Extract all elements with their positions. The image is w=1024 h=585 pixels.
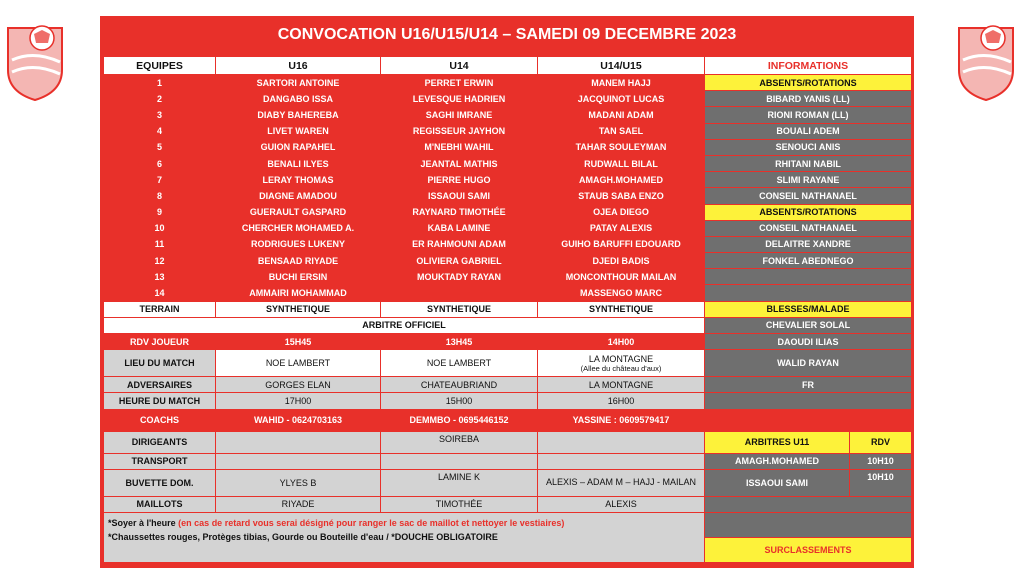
- u16-player: AMMAIRI MOHAMMAD: [216, 285, 381, 301]
- note-line-1-main: *Soyer à l'heure: [108, 517, 179, 528]
- lieu-u14u15-name: LA MONTAGNE: [588, 353, 654, 364]
- notes-row: [104, 512, 912, 537]
- sheet-title: CONVOCATION U16/U15/U14 – SAMEDI 09 DECEMBRE 2023: [277, 26, 737, 43]
- header-u16: U16: [216, 57, 381, 75]
- u14u15-player: MADANI ADAM: [538, 107, 705, 123]
- player-row: [104, 172, 912, 188]
- maillots-label: MAILLOTS: [104, 496, 216, 512]
- coachs-row: [104, 409, 912, 431]
- row-number: 5: [104, 139, 216, 155]
- u14-player: ER RAHMOUNI ADAM: [381, 236, 538, 252]
- lieu-info: WALID RAYAN: [705, 350, 912, 377]
- arbitres-rdv-header: RDV: [850, 431, 912, 453]
- information-cell: [705, 269, 912, 285]
- arbitres-u11-header: ARBITRES U11: [705, 431, 850, 453]
- u16-player: CHERCHER MOHAMED A.: [216, 220, 381, 236]
- information-cell: RHITANI NABIL: [705, 155, 912, 171]
- heure-u14: 15H00: [381, 393, 538, 409]
- note-line-1: [108, 516, 700, 530]
- information-cell: CONSEIL NATHANAEL: [705, 188, 912, 204]
- u14u15-player: JACQUINOT LUCAS: [538, 91, 705, 107]
- u14u15-player: OJEA DIEGO: [538, 204, 705, 220]
- transport-u16: [216, 453, 381, 469]
- player-row: [104, 107, 912, 123]
- u16-player: SARTORI ANTOINE: [216, 75, 381, 91]
- rdv-u14u15: 14H00: [538, 334, 705, 350]
- u16-player: DIAGNE AMADOU: [216, 188, 381, 204]
- club-crest-logo-left: [4, 10, 66, 102]
- u14-player: PIERRE HUGO: [381, 172, 538, 188]
- information-cell: BIBARD YANIS (LL): [705, 91, 912, 107]
- lieu-label: LIEU DU MATCH: [104, 350, 216, 377]
- row-number: 13: [104, 269, 216, 285]
- u14u15-player: TAN SAEL: [538, 123, 705, 139]
- heure-u14u15: 16H00: [538, 393, 705, 409]
- terrain-u16: SYNTHETIQUE: [216, 301, 381, 317]
- coachs-info: [705, 409, 912, 431]
- dirigeants-label: DIRIGEANTS: [104, 431, 216, 453]
- buvette-u14u15: ALEXIS – ADAM M – HAJJ - MAILAN: [538, 469, 705, 496]
- u14-player: MOUKTADY RAYAN: [381, 269, 538, 285]
- adversaires-u14: CHATEAUBRIAND: [381, 377, 538, 393]
- heure-info: [705, 393, 912, 409]
- information-cell: CONSEIL NATHANAEL: [705, 220, 912, 236]
- u16-player: DIABY BAHEREBA: [216, 107, 381, 123]
- u16-player: RODRIGUES LUKENY: [216, 236, 381, 252]
- u14u15-player: TAHAR SOULEYMAN: [538, 139, 705, 155]
- buvette-u16: YLYES B: [216, 469, 381, 496]
- rdv-label: RDV JOUEUR: [104, 334, 216, 350]
- u16-player: BENALI ILYES: [216, 155, 381, 171]
- row-number: 2: [104, 91, 216, 107]
- player-row: [104, 123, 912, 139]
- u16-player: LIVET WAREN: [216, 123, 381, 139]
- header-u14u15: U14/U15: [538, 57, 705, 75]
- player-row: [104, 91, 912, 107]
- information-cell: FONKEL ABEDNEGO: [705, 253, 912, 269]
- terrain-info: BLESSES/MALADE: [705, 301, 912, 317]
- terrain-row: [104, 301, 912, 317]
- u14u15-player: MANEM HAJJ: [538, 75, 705, 91]
- adversaires-label: ADVERSAIRES: [104, 377, 216, 393]
- row-number: 3: [104, 107, 216, 123]
- row-number: 9: [104, 204, 216, 220]
- dirigeants-u16: [216, 431, 381, 453]
- arbitre-u11-1: AMAGH.MOHAMED: [705, 453, 850, 469]
- heure-u16: 17H00: [216, 393, 381, 409]
- adversaires-u14u15: LA MONTAGNE: [538, 377, 705, 393]
- information-cell: ABSENTS/ROTATIONS: [705, 75, 912, 91]
- row-number: 11: [104, 236, 216, 252]
- transport-u14u15: [538, 453, 705, 469]
- information-cell: BOUALI ADEM: [705, 123, 912, 139]
- dirigeants-row: [104, 431, 912, 453]
- lieu-row: [104, 350, 912, 377]
- row-number: 14: [104, 285, 216, 301]
- u16-player: GUERAULT GASPARD: [216, 204, 381, 220]
- convocation-table: [103, 56, 912, 563]
- information-cell: [705, 285, 912, 301]
- transport-u14: [381, 453, 538, 469]
- lieu-u14u15-address: (Allee du château d'aux): [580, 363, 662, 373]
- adversaires-info: FR: [705, 377, 912, 393]
- convocation-sheet: [100, 16, 914, 568]
- arbitre-info: CHEVALIER SOLAL: [705, 317, 912, 333]
- coachs-label: COACHS: [104, 409, 216, 431]
- rdv-u14: 13H45: [381, 334, 538, 350]
- maillots-u14: TIMOTHÉE: [381, 496, 538, 512]
- u14u15-player: DJEDI BADIS: [538, 253, 705, 269]
- buvette-label: BUVETTE DOM.: [104, 469, 216, 496]
- terrain-u14u15: SYNTHETIQUE: [538, 301, 705, 317]
- row-number: 12: [104, 253, 216, 269]
- transport-row: [104, 453, 912, 469]
- row-number: 7: [104, 172, 216, 188]
- u14-player: OLIVIERA GABRIEL: [381, 253, 538, 269]
- u14u15-player: AMAGH.MOHAMED: [538, 172, 705, 188]
- rdv-row: [104, 334, 912, 350]
- u16-player: BUCHI ERSIN: [216, 269, 381, 285]
- heure-row: [104, 393, 912, 409]
- notes-block: [104, 512, 705, 562]
- row-number: 10: [104, 220, 216, 236]
- u14-player: REGISSEUR JAYHON: [381, 123, 538, 139]
- u14u15-player: PATAY ALEXIS: [538, 220, 705, 236]
- u14-player: ISSAOUI SAMI: [381, 188, 538, 204]
- dirigeants-u14: SOIREBA: [381, 431, 538, 453]
- u14u15-player: RUDWALL BILAL: [538, 155, 705, 171]
- information-cell: ABSENTS/ROTATIONS: [705, 204, 912, 220]
- note-line-1-warning: (en cas de retard vous serai désigné pour ranger le sac de maillot et nettoyer le vestiaires): [178, 517, 565, 528]
- coachs-u16: WAHID - 0624703163: [216, 409, 381, 431]
- header-equipes: EQUIPES: [104, 57, 216, 75]
- u16-player: LERAY THOMAS: [216, 172, 381, 188]
- player-row: [104, 253, 912, 269]
- player-row: [104, 236, 912, 252]
- u16-player: GUION RAPAHEL: [216, 139, 381, 155]
- player-row: [104, 220, 912, 236]
- header-u14: U14: [381, 57, 538, 75]
- notes-info-blank: [705, 512, 912, 537]
- maillots-u14u15: ALEXIS: [538, 496, 705, 512]
- information-cell: SENOUCI ANIS: [705, 139, 912, 155]
- header-informations: INFORMATIONS: [705, 57, 912, 75]
- adversaires-row: [104, 377, 912, 393]
- row-number: 4: [104, 123, 216, 139]
- u14-player: [381, 285, 538, 301]
- player-row: [104, 139, 912, 155]
- surclassements-header: SURCLASSEMENTS: [705, 537, 912, 562]
- u14-player: KABA LAMINE: [381, 220, 538, 236]
- lieu-u16: NOE LAMBERT: [216, 350, 381, 377]
- coachs-u14u15: YASSINE : 0609579417: [538, 409, 705, 431]
- u14-player: M'NEBHI WAHIL: [381, 139, 538, 155]
- transport-label: TRANSPORT: [104, 453, 216, 469]
- maillots-u16: RIYADE: [216, 496, 381, 512]
- player-row: [104, 75, 912, 91]
- maillots-row: [104, 496, 912, 512]
- row-number: 1: [104, 75, 216, 91]
- rdv-info: DAOUDI ILIAS: [705, 334, 912, 350]
- heure-label: HEURE DU MATCH: [104, 393, 216, 409]
- player-row: [104, 155, 912, 171]
- lieu-u14: NOE LAMBERT: [381, 350, 538, 377]
- arbitre-u11-2: ISSAOUI SAMI: [705, 469, 850, 496]
- arbitre-row: [104, 317, 912, 333]
- player-row: [104, 188, 912, 204]
- dirigeants-u14u15: [538, 431, 705, 453]
- row-number: 6: [104, 155, 216, 171]
- u14-player: RAYNARD TIMOTHÉE: [381, 204, 538, 220]
- terrain-label: TERRAIN: [104, 301, 216, 317]
- note-line-2: *Chaussettes rouges, Protèges tibias, Gourde ou Bouteille d'eau / *DOUCHE OBLIGATOIRE: [108, 531, 498, 542]
- u14u15-player: STAUB SABA ENZO: [538, 188, 705, 204]
- u16-player: BENSAAD RIYADE: [216, 253, 381, 269]
- row-number: 8: [104, 188, 216, 204]
- u14-player: LEVESQUE HADRIEN: [381, 91, 538, 107]
- terrain-u14: SYNTHETIQUE: [381, 301, 538, 317]
- information-cell: RIONI ROMAN (LL): [705, 107, 912, 123]
- adversaires-u16: GORGES ELAN: [216, 377, 381, 393]
- information-cell: DELAITRE XANDRE: [705, 236, 912, 252]
- u14-player: PERRET ERWIN: [381, 75, 538, 91]
- u14u15-player: GUIHO BARUFFI EDOUARD: [538, 236, 705, 252]
- arbitre-label: ARBITRE OFFICIEL: [104, 317, 705, 333]
- player-row: [104, 269, 912, 285]
- rdv-u16: 15H45: [216, 334, 381, 350]
- player-row: [104, 204, 912, 220]
- club-crest-logo-right: [955, 10, 1017, 102]
- buvette-u14: LAMINE K: [381, 469, 538, 496]
- player-row: [104, 285, 912, 301]
- u14-player: SAGHI IMRANE: [381, 107, 538, 123]
- u14u15-player: MASSENGO MARC: [538, 285, 705, 301]
- maillots-info: [705, 496, 912, 512]
- buvette-row: [104, 469, 912, 496]
- arbitre-u11-rdv-1: 10H10: [850, 453, 912, 469]
- header-row: [104, 57, 912, 75]
- u14u15-player: MONCONTHOUR MAILAN: [538, 269, 705, 285]
- coachs-u14: DEMMBO - 0695446152: [381, 409, 538, 431]
- information-cell: SLIMI RAYANE: [705, 172, 912, 188]
- lieu-u14u15: [538, 350, 705, 377]
- u14-player: JEANTAL MATHIS: [381, 155, 538, 171]
- arbitre-u11-rdv-2: 10H10: [850, 469, 912, 496]
- u16-player: DANGABO ISSA: [216, 91, 381, 107]
